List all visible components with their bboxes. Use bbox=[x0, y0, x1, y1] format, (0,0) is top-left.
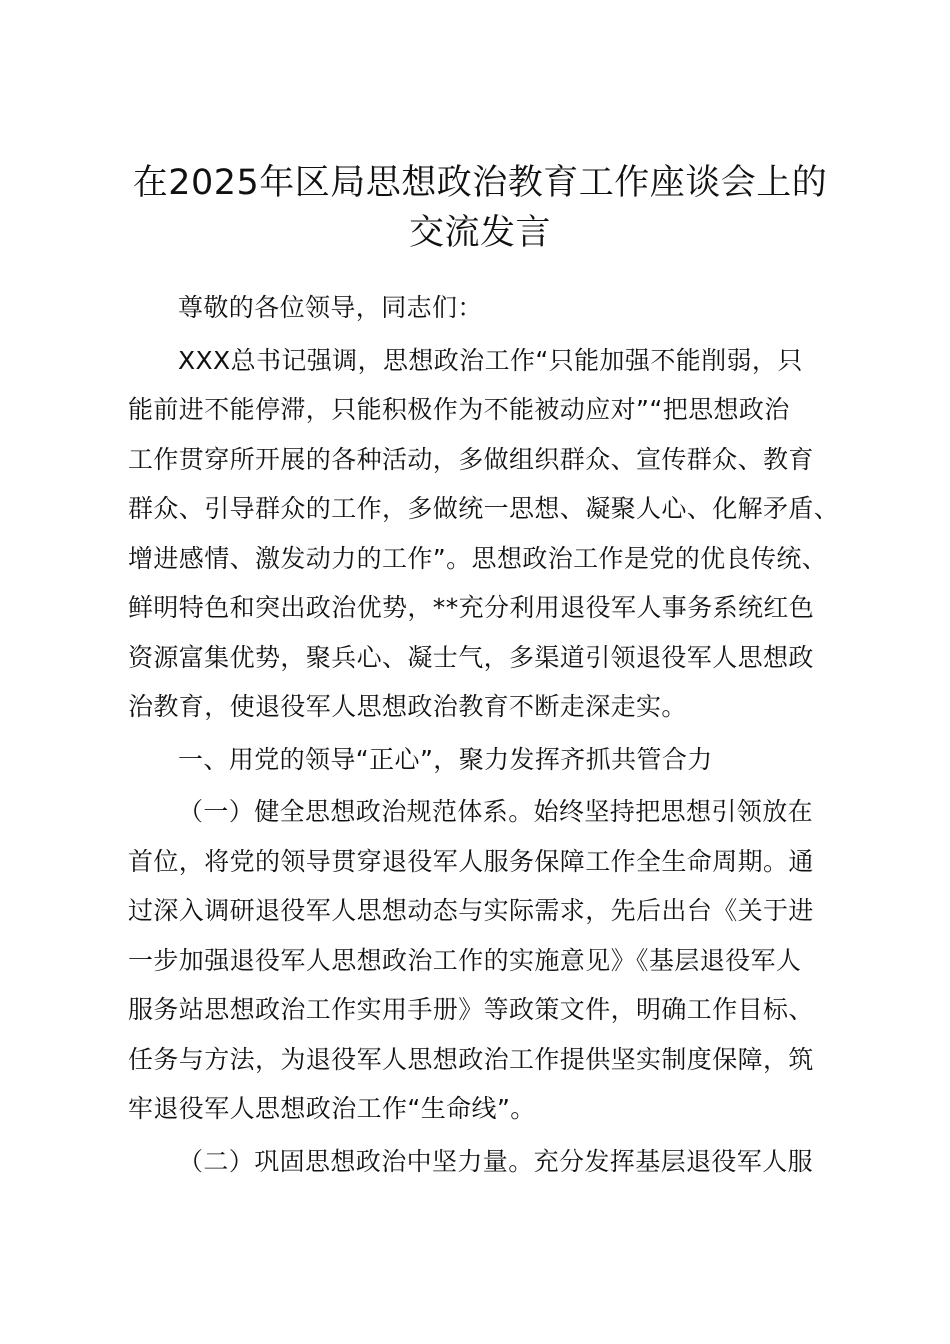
paragraph-line: 资源富集优势，聚兵心、凝士气，多渠道引领退役军人思想政 bbox=[128, 642, 814, 672]
paragraph-line: 治教育，使退役军人思想政治教育不断走深走实。 bbox=[128, 692, 687, 721]
title-line: 交流发言 bbox=[408, 212, 551, 253]
paragraph-line: 服务站思想政治工作实用手册》等政策文件，明确工作目标、 bbox=[128, 995, 814, 1024]
paragraph bbox=[128, 336, 848, 732]
paragraph-line: 能前进不能停滞，只能积极作为不能被动应对”“把思想政治 bbox=[128, 395, 790, 424]
section-heading bbox=[128, 735, 848, 785]
paragraph-line: （二）巩固思想政治中坚力量。充分发挥基层退役军人服 bbox=[178, 1146, 814, 1176]
paragraph-line: 鲜明特色和突出政治优势，**充分利用退役军人事务系统红色 bbox=[128, 593, 815, 622]
paragraph-line: 工作贯穿所开展的各种活动，多做组织群众、宣传群众、教育 bbox=[128, 444, 814, 474]
paragraph-line: 一步加强退役军人思想政治工作的实施意见》《基层退役军人 bbox=[128, 945, 802, 975]
paragraph-line: （一）健全思想政治规范体系。始终坚持把思想引领放在 bbox=[178, 797, 814, 826]
salutation: 尊敬的各位领导，同志们： bbox=[178, 293, 483, 322]
paragraph bbox=[128, 787, 848, 1134]
paragraph-line: 任务与方法，为退役军人思想政治工作提供坚实制度保障，筑 bbox=[128, 1044, 814, 1074]
paragraph-line: 群众、引导群众的工作，多做统一思想、凝聚人心、化解矛盾、 bbox=[128, 494, 840, 523]
paragraph-line: 牢退役军人思想政治工作“生命线”。 bbox=[128, 1094, 536, 1123]
document-title bbox=[110, 158, 850, 257]
paragraph-line: 过深入调研退役军人思想动态与实际需求，先后出台《关于进 bbox=[128, 896, 814, 925]
heading-line: 一、用党的领导“正心”，聚力发挥齐抓共管合力 bbox=[178, 744, 713, 774]
paragraph-line: 增进感情、激发动力的工作”。思想政治工作是党的优良传统、 bbox=[128, 543, 828, 573]
paragraph-line: XXX总书记强调，思想政治工作“只能加强不能削弱，只 bbox=[178, 345, 803, 375]
paragraph bbox=[128, 1137, 848, 1187]
paragraph-line: 首位，将党的领导贯穿退役军人服务保障工作全生命周期。通 bbox=[128, 846, 814, 876]
document-body bbox=[128, 283, 848, 1186]
title-line: 在2025年区局思想政治教育工作座谈会上的 bbox=[132, 163, 828, 203]
